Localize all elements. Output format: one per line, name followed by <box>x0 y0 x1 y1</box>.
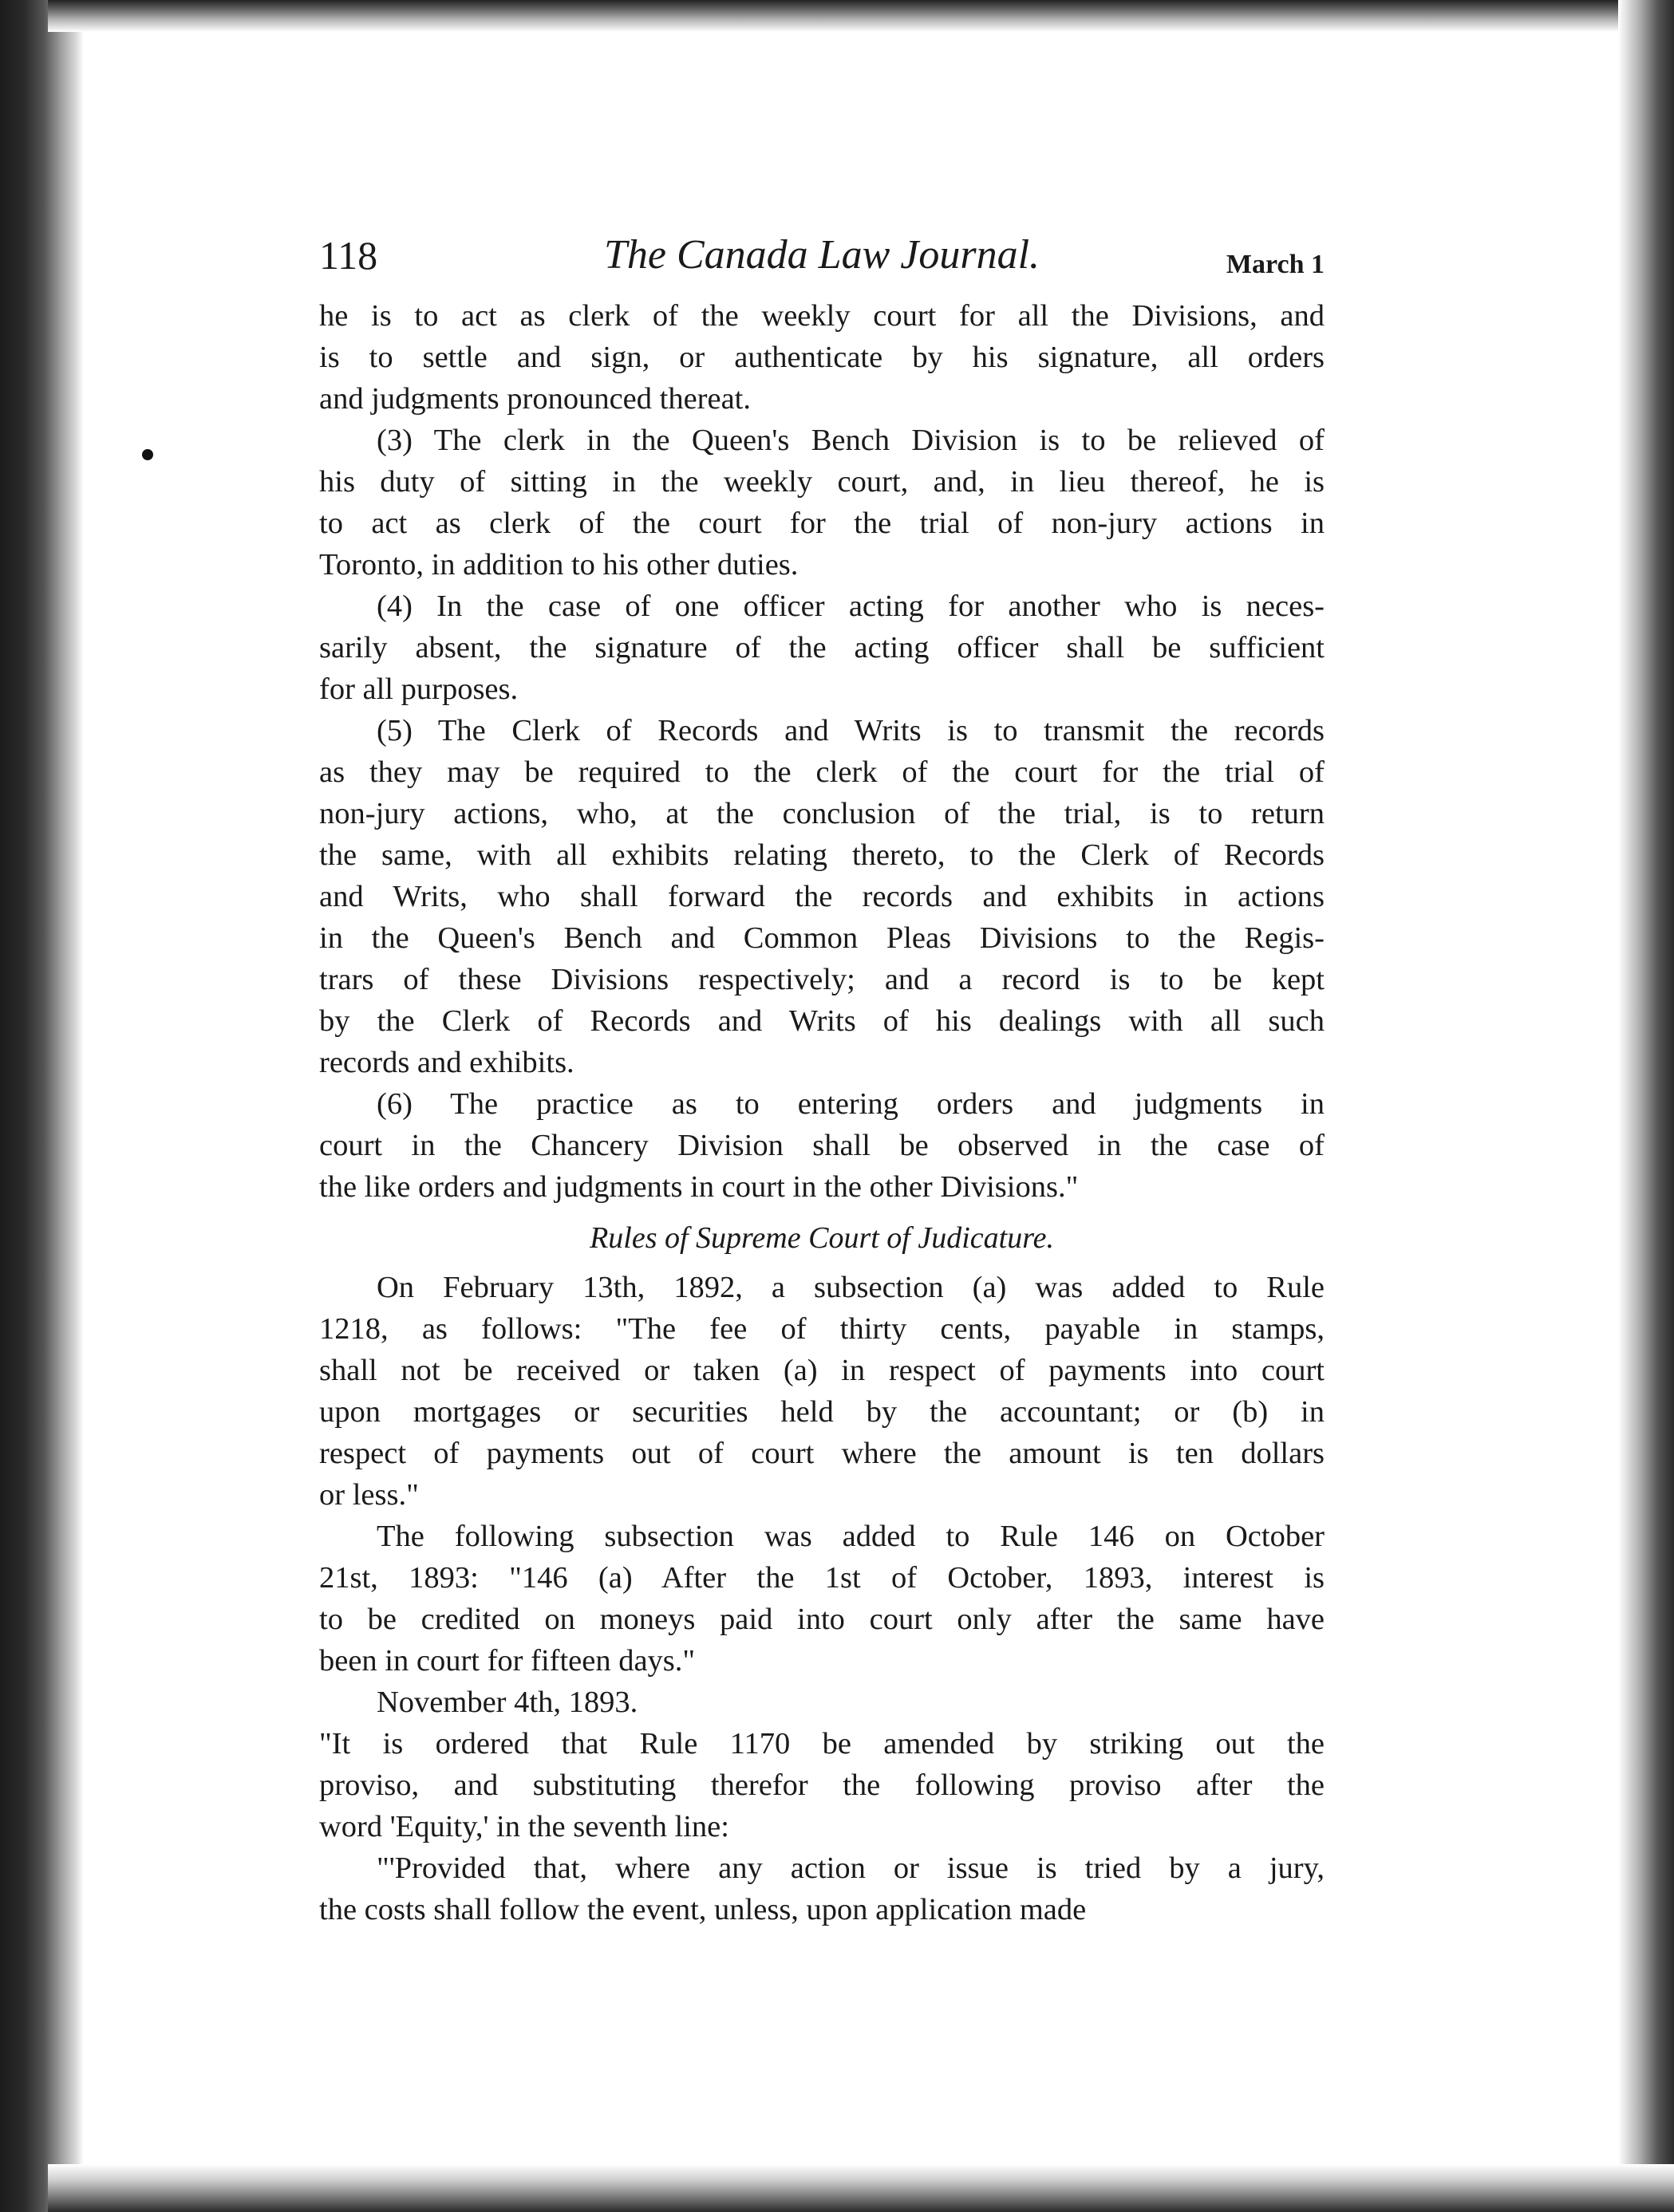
text-line: (6) The practice as to entering orders and judgments in <box>377 1087 1325 1121</box>
text-line: Toronto, in addition to his other duties. <box>319 548 799 582</box>
scan-left-edge <box>0 0 84 2212</box>
text-line: been in court for fifteen days." <box>319 1644 696 1678</box>
paragraph <box>319 1847 1325 1930</box>
text-line: sarily absent, the signature of the acting officer shall be sufficient <box>319 631 1325 664</box>
text-line: trars of these Divisions respectively; and a record is to be kept <box>319 963 1325 996</box>
text-line: proviso, and substituting therefor the following proviso after the <box>319 1768 1325 1802</box>
document-page <box>319 223 1325 1930</box>
paragraph <box>319 1723 1325 1847</box>
paragraph <box>319 420 1325 586</box>
paragraph <box>319 586 1325 710</box>
text-line: upon mortgages or securities held by the accountant; or (b) in <box>319 1395 1325 1429</box>
text-line: The following subsection was added to Rule 146 on October <box>377 1520 1325 1553</box>
paragraph <box>319 1267 1325 1516</box>
text-line: records and exhibits. <box>319 1046 574 1079</box>
text-line: On February 13th, 1892, a subsection (a) was added to Rule <box>377 1271 1325 1304</box>
text-line: to be credited on moneys paid into court only after the same have <box>319 1603 1325 1636</box>
text-line: for all purposes. <box>319 672 519 706</box>
scan-top-edge <box>48 0 1674 32</box>
body-text-part-2 <box>319 1267 1325 1930</box>
text-line: (5) The Clerk of Records and Writs is to transmit the records <box>377 714 1325 747</box>
text-line: non-jury actions, who, at the conclusion of the trial, is to return <box>319 797 1325 830</box>
text-line: his duty of sitting in the weekly court, and, in lieu thereof, he is <box>319 465 1325 499</box>
text-line: "It is ordered that Rule 1170 be amended by striking out the <box>319 1727 1325 1761</box>
paragraph <box>319 1682 1325 1723</box>
scan-bottom-edge <box>48 2164 1674 2212</box>
page-number: 118 <box>319 233 378 278</box>
scan-speck <box>142 449 153 460</box>
text-line: the same, with all exhibits relating thereto, to the Clerk of Records <box>319 838 1325 872</box>
text-line: respect of payments out of court where the amount is ten dollars <box>319 1437 1325 1470</box>
text-line: word 'Equity,' in the seventh line: <box>319 1810 729 1843</box>
paragraph <box>319 295 1325 420</box>
text-line: (3) The clerk in the Queen's Bench Division is to be relieved of <box>377 424 1325 457</box>
text-line: by the Clerk of Records and Writs of his dealings with all such <box>319 1004 1325 1038</box>
text-line: "'Provided that, where any action or issue is tried by a jury, <box>377 1851 1325 1885</box>
text-line: as they may be required to the clerk of the court for the trial of <box>319 755 1325 789</box>
scan-right-edge <box>1618 0 1674 2212</box>
text-line: shall not be received or taken (a) in respect of payments into court <box>319 1354 1325 1387</box>
text-line: November 4th, 1893. <box>377 1686 638 1719</box>
text-line: or less." <box>319 1478 419 1512</box>
journal-title: The Canada Law Journal. <box>603 232 1040 278</box>
text-line: to act as clerk of the court for the trial of non-jury actions in <box>319 507 1325 540</box>
text-line: and judgments pronounced thereat. <box>319 382 751 416</box>
section-title: Rules of Supreme Court of Judicature. <box>590 1221 1054 1255</box>
header-date: March 1 <box>1226 250 1325 279</box>
text-line: court in the Chancery Division shall be observed in the case of <box>319 1129 1325 1162</box>
text-line: in the Queen's Bench and Common Pleas Divisions to the Regis- <box>319 921 1325 955</box>
text-line: and Writs, who shall forward the records and exhibits in actions <box>319 880 1325 913</box>
text-line: the like orders and judgments in court in the other Divisions." <box>319 1170 1079 1204</box>
text-line: is to settle and sign, or authenticate by his signature, all orders <box>319 341 1325 374</box>
text-line: 1218, as follows: "The fee of thirty cents, payable in stamps, <box>319 1312 1325 1346</box>
text-line: the costs shall follow the event, unless, upon application made <box>319 1893 1087 1926</box>
running-header <box>319 223 1325 295</box>
text-line: 21st, 1893: "146 (a) After the 1st of October, 1893, interest is <box>319 1561 1325 1595</box>
body-text-part-1 <box>319 295 1325 1208</box>
text-line: (4) In the case of one officer acting for another who is neces- <box>377 589 1325 623</box>
paragraph <box>319 1083 1325 1208</box>
paragraph <box>319 1516 1325 1682</box>
text-line: he is to act as clerk of the weekly court for all the Divisions, and <box>319 299 1325 333</box>
paragraph <box>319 710 1325 1083</box>
